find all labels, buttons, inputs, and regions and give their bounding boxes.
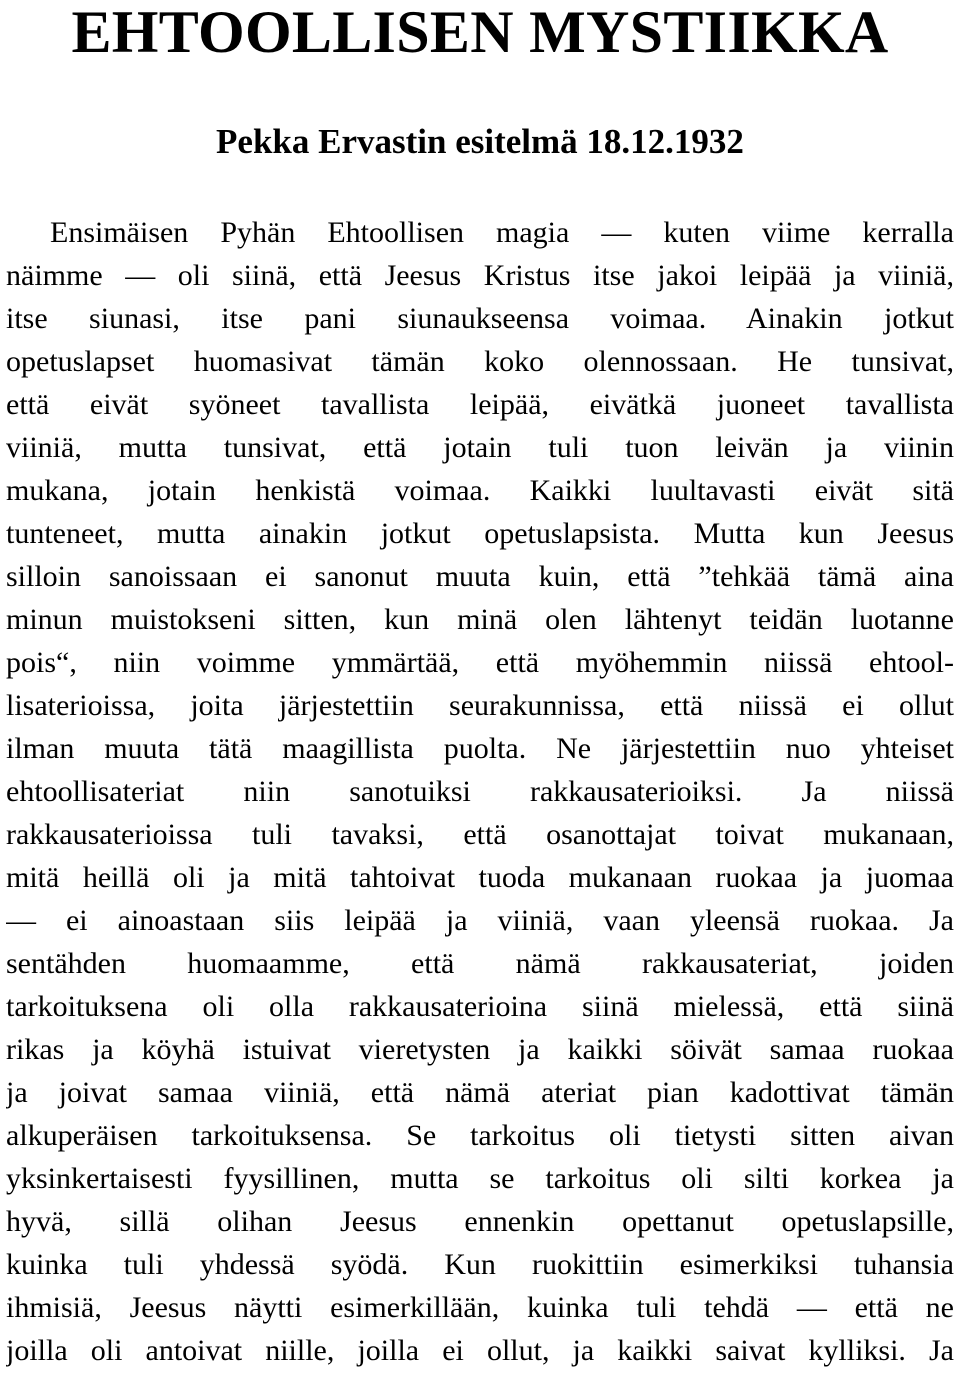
text-line: kuinka tuli yhdessä syödä. Kun ruokittiin esimerkiksi tuhansia — [6, 1248, 954, 1281]
text-line: minun muistokseni sitten, kun minä olen lähtenyt teidän luotanne — [6, 603, 954, 636]
text-line: silloin sanoissaan ei sanonut muuta kuin, että ”tehkää tämä aina — [6, 560, 954, 593]
text-line: rakkausaterioissa tuli tavaksi, että osanottajat toivat mukanaan, — [6, 818, 954, 851]
text-line: mukana, jotain henkistä voimaa. Kaikki luultavasti eivät sitä — [6, 474, 954, 507]
text-line: — ei ainoastaan siis leipää ja viiniä, vaan yleensä ruokaa. Ja — [6, 904, 954, 937]
text-line: tunteneet, mutta ainakin jotkut opetuslapsista. Mutta kun Jeesus — [6, 517, 954, 550]
text-line: näimme — oli siinä, että Jeesus Kristus itse jakoi leipää ja viiniä, — [6, 259, 954, 292]
text-line: itse siunasi, itse pani siunaukseensa voimaa. Ainakin jotkut — [6, 302, 954, 335]
text-line: yksinkertaisesti fyysillinen, mutta se tarkoitus oli silti korkea ja — [6, 1162, 954, 1195]
text-line: että eivät syöneet tavallista leipää, eivätkä juoneet tavallista — [6, 388, 954, 421]
text-line: opetuslapset huomasivat tämän koko olennossaan. He tunsivat, — [6, 345, 954, 378]
text-line: viiniä, mutta tunsivat, että jotain tuli tuon leivän ja viinin — [6, 431, 954, 464]
text-line: lisaterioissa, joita järjestettiin seurakunnissa, että niissä ei ollut — [6, 689, 954, 722]
text-line: joilla oli antoivat niille, joilla ei ollut, ja kaikki saivat kylliksi. Ja — [6, 1334, 954, 1367]
body-text — [6, 211, 954, 1372]
text-line: pois“, niin voimme ymmärtää, että myöhemmin niissä ehtool- — [6, 646, 954, 679]
text-line: mitä heillä oli ja mitä tahtoivat tuoda mukanaan ruokaa ja juomaa — [6, 861, 954, 894]
text-line: ihmisiä, Jeesus näytti esimerkillään, kuinka tuli tehdä — että ne — [6, 1291, 954, 1324]
document-title: EHTOOLLISEN MYSTIIKKA — [71, 0, 889, 65]
text-line: hyvä, sillä olihan Jeesus ennenkin opettanut opetuslapsille, — [6, 1205, 954, 1238]
text-line: ehtoollisateriat niin sanotuiksi rakkausaterioiksi. Ja niissä — [6, 775, 954, 808]
text-line: ja joivat samaa viiniä, että nämä ateriat pian kadottivat tämän — [6, 1076, 954, 1109]
document-subtitle: Pekka Ervastin esitelmä 18.12.1932 — [216, 122, 744, 161]
text-line: sentähden huomaamme, että nämä rakkausateriat, joiden — [6, 947, 954, 980]
text-line: Ensimäisen Pyhän Ehtoollisen magia — kuten viime kerralla — [50, 216, 954, 249]
text-line: rikas ja köyhä istuivat vieretysten ja kaikki söivät samaa ruokaa — [6, 1033, 954, 1066]
text-line: ilman muuta tätä maagillista puolta. Ne järjestettiin nuo yhteiset — [6, 732, 954, 765]
text-line: alkuperäisen tarkoituksensa. Se tarkoitus oli tietysti sitten aivan — [6, 1119, 954, 1152]
text-line: tarkoituksena oli olla rakkausaterioina siinä mielessä, että siinä — [6, 990, 954, 1023]
